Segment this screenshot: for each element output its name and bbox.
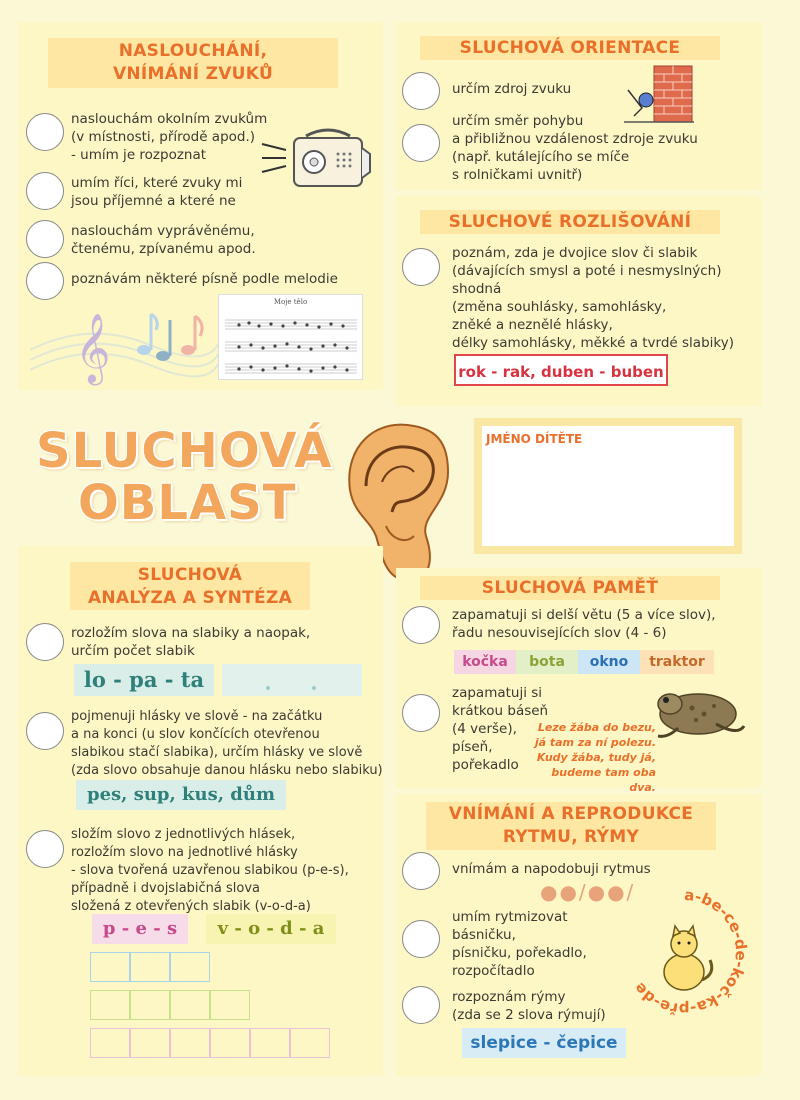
word-chip: kočka <box>454 650 516 674</box>
item-text: vnímám a napodobuji rytmus <box>452 861 651 877</box>
item-text: rozpoznám rýmy (zda se 2 slova rýmují) <box>452 989 606 1023</box>
word-chip: okno <box>578 650 640 674</box>
grid-cell[interactable] <box>90 1028 130 1058</box>
grid-cell[interactable] <box>250 1028 290 1058</box>
grid-cell[interactable] <box>170 952 210 982</box>
name-box-frame <box>474 418 742 554</box>
word-chip: traktor <box>640 650 714 674</box>
header-memory: SLUCHOVÁ PAMĚŤ <box>481 578 659 598</box>
brick-wall-icon <box>624 64 694 126</box>
grid-cell[interactable] <box>170 1028 210 1058</box>
cat-icon <box>664 926 712 990</box>
poem-text: Leze žába do bezu, já tam za ní polezu. Kudy žába, tudy já, budeme tam oba dva. <box>534 721 656 794</box>
item-text: pojmenuji hlásky ve slově - na začátku a na konci (u slov končících otevřenou slabikou stačí slabika), určím hlásky ve slově (zda slovo obsahuje danou hlásku nebo slabiku) <box>71 709 383 778</box>
circle-text: a-be-ce-de-koč-ka-pře-de <box>630 885 751 1019</box>
item-text: složím slovo z jednotlivých hlásek, rozložím slovo na jednotlivé hlásky - slova tvořená uzavřenou slabikou (p-e-s), případně i dvojslabičná slova složená z otevřených slabik (v-o-d-a) <box>71 827 349 914</box>
checkbox-circle[interactable] <box>26 712 64 750</box>
checkbox-circle[interactable] <box>26 623 64 661</box>
grid-cell[interactable] <box>290 1028 330 1058</box>
name-box-label: JMÉNO DÍTĚTE <box>486 432 583 446</box>
header-analysis <box>70 564 310 610</box>
frog-icon <box>648 680 748 742</box>
checkbox-circle[interactable] <box>402 606 440 644</box>
staff-lines <box>219 306 362 376</box>
checkbox-circle[interactable] <box>26 830 64 868</box>
item-text: naslouchám vyprávěnému, čtenému, zpívanému apod. <box>71 223 256 257</box>
item-text: umím rytmizovat básničku, písničku, pořekadlo, rozpočítadlo <box>452 909 587 979</box>
letter-grid-row <box>90 990 250 1020</box>
word-chip: bota <box>516 650 578 674</box>
rhythm-pattern: ●●/●●/ <box>540 880 636 904</box>
item-text: zapamatuji si krátkou báseň (4 verše), píseň, pořekadlo <box>452 685 549 773</box>
letters-chip-1: p - e - s <box>92 914 188 944</box>
header-rhythm <box>426 803 716 849</box>
checkbox-circle[interactable] <box>402 72 440 110</box>
item-text: umím říci, které zvuky mi jsou příjemné a které ne <box>71 175 243 209</box>
item-text: určím směr pohybu a přibližnou vzdálenost zdroje zvuku (např. kutálejícího se míče s rolničkami uvnitř) <box>452 113 698 183</box>
header-listening <box>48 40 338 86</box>
syllables-blank <box>222 664 362 696</box>
grid-cell[interactable] <box>170 990 210 1020</box>
letter-grid-row <box>90 1028 330 1058</box>
header-line: VNÍMÁNÍ A REPRODUKCE <box>448 804 694 824</box>
item-text: rozložím slova na slabiky a naopak, určím počet slabik <box>71 625 311 659</box>
name-box-inner[interactable] <box>482 426 734 546</box>
checkbox-circle[interactable] <box>402 852 440 890</box>
checkbox-circle[interactable] <box>26 172 64 210</box>
checkbox-circle[interactable] <box>402 986 440 1024</box>
grid-cell[interactable] <box>130 952 170 982</box>
checkbox-circle[interactable] <box>402 124 440 162</box>
grid-cell[interactable] <box>210 990 250 1020</box>
rhyme-chip: slepice - čepice <box>462 1028 626 1058</box>
sheet-title: Moje tělo <box>273 298 308 306</box>
radio-icon <box>258 124 373 194</box>
item-text: poznávám některé písně podle melodie <box>71 271 338 287</box>
header-discrimination: SLUCHOVÉ ROZLIŠOVÁNÍ <box>448 212 692 232</box>
item-text: zapamatuji si delší větu (5 a více slov), řadu nesouvisejících slov (4 - 6) <box>452 607 716 641</box>
header-orientation: SLUCHOVÁ ORIENTACE <box>459 38 681 58</box>
main-title-line2: OBLAST <box>78 475 297 531</box>
header-line: SLUCHOVÁ <box>137 565 243 585</box>
checkbox-circle[interactable] <box>26 113 64 151</box>
item-text: poznám, zda je dvojice slov či slabik (dávajících smysl a poté i nesmyslných) shodná (změna souhlásky, samohlásky, zněké a neznělé hlásky, délky samohlásky, měkké a tvrdé slabiky) <box>452 245 734 351</box>
header-line: RYTMU, RÝMY <box>502 827 640 847</box>
words-chip: pes, sup, kus, dům <box>76 780 286 810</box>
grid-cell[interactable] <box>130 990 170 1020</box>
memory-word-strip <box>454 650 714 674</box>
grid-cell[interactable] <box>130 1028 170 1058</box>
main-title-line1: SLUCHOVÁ <box>36 423 333 479</box>
letters-chip-2: v - o - d - a <box>206 914 336 944</box>
svg-text:𝄞: 𝄞 <box>75 313 111 383</box>
checkbox-circle[interactable] <box>402 694 440 732</box>
checkbox-circle[interactable] <box>402 920 440 958</box>
header-line: ANALÝZA A SYNTÉZA <box>87 588 293 608</box>
item-text: určím zdroj zvuku <box>452 81 572 97</box>
example-chip: rok - rak, duben - buben <box>454 354 668 386</box>
checkbox-circle[interactable] <box>402 248 440 286</box>
grid-cell[interactable] <box>90 952 130 982</box>
letter-grid-row <box>90 952 210 982</box>
grid-cell[interactable] <box>90 990 130 1020</box>
header-line: VNÍMÁNÍ ZVUKŮ <box>112 64 274 84</box>
counting-rhyme-circle <box>614 880 754 1030</box>
sheet-music-image <box>218 294 363 380</box>
syllables-chip: lo - pa - ta <box>74 664 214 696</box>
header-line: NASLOUCHÁNÍ, <box>118 41 268 61</box>
music-notes-icon <box>30 290 220 390</box>
grid-cell[interactable] <box>210 1028 250 1058</box>
item-text: naslouchám okolním zvukům (v místnosti, přírodě apod.) - umím je rozpoznat <box>71 111 268 163</box>
checkbox-circle[interactable] <box>26 220 64 258</box>
